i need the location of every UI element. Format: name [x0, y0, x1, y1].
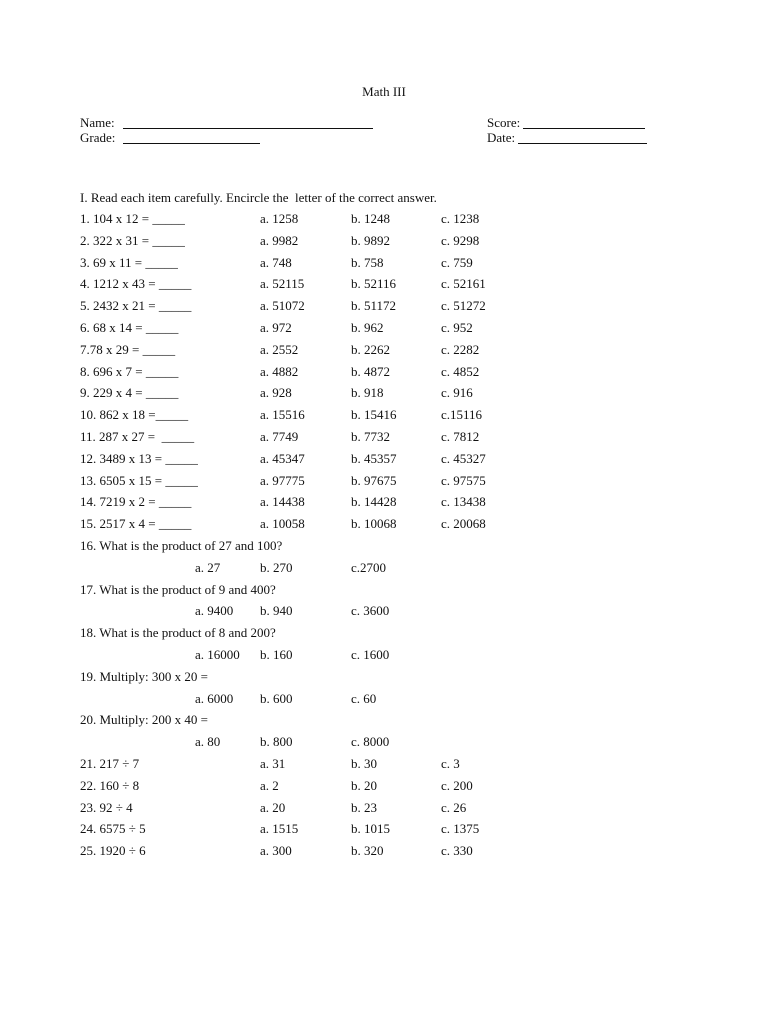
- choice-c[interactable]: c. 45327: [441, 450, 486, 466]
- choice-b[interactable]: b. 1248: [351, 211, 390, 226]
- choice-a[interactable]: a. 10058: [260, 516, 305, 532]
- question-text: 16. What is the product of 27 and 100?: [80, 538, 283, 553]
- choice-b[interactable]: b. 23: [351, 799, 377, 815]
- choice-b[interactable]: b. 320: [351, 843, 384, 859]
- name-label: Name:: [80, 115, 115, 130]
- choice-b[interactable]: b. 51172: [351, 298, 397, 314]
- choice-a[interactable]: a. 80: [195, 734, 221, 750]
- question-text: 7.78 x 29 = _____: [80, 341, 176, 357]
- question-text: 12. 3489 x 13 = _____: [80, 450, 198, 466]
- score-label: Score:: [487, 115, 521, 130]
- choice-c[interactable]: c. 759: [441, 254, 473, 270]
- choice-b[interactable]: b. 9892: [351, 232, 390, 248]
- instructions: I. Read each item carefully. Encircle the letter of the correct answer.: [80, 190, 437, 205]
- choice-c[interactable]: c. 3600: [351, 603, 390, 619]
- choice-a[interactable]: a. 2: [260, 777, 279, 793]
- choice-c[interactable]: c. 2282: [441, 341, 480, 357]
- question-text: 19. Multiply: 300 x 20 =: [80, 668, 208, 684]
- choice-a[interactable]: a. 45347: [260, 450, 305, 466]
- question-text: 10. 862 x 18 =_____: [80, 407, 189, 423]
- choice-c[interactable]: c. 200: [441, 777, 473, 793]
- choice-c[interactable]: c. 952: [441, 320, 473, 335]
- choice-b[interactable]: b. 1015: [351, 821, 390, 837]
- choice-c[interactable]: c. 13438: [441, 494, 486, 510]
- question-text: 21. 217 ÷ 7: [80, 756, 140, 771]
- date-label: Date:: [487, 130, 516, 145]
- choice-a[interactable]: a. 972: [260, 320, 292, 335]
- choice-b[interactable]: b. 4872: [351, 363, 390, 379]
- choice-c[interactable]: c. 7812: [441, 429, 480, 444]
- question-text: 1. 104 x 12 = _____: [80, 211, 185, 226]
- choice-b[interactable]: b. 97675: [351, 472, 397, 488]
- choice-c[interactable]: c. 60: [351, 690, 377, 706]
- question-text: 18. What is the product of 8 and 200?: [80, 625, 276, 641]
- question-text: 6. 68 x 14 = _____: [80, 320, 179, 335]
- choice-a[interactable]: a. 1515: [260, 821, 299, 837]
- choice-c[interactable]: c. 1600: [351, 647, 390, 662]
- choice-a[interactable]: a. 9400: [195, 603, 234, 619]
- choice-a[interactable]: a. 928: [260, 385, 292, 401]
- question-text: 14. 7219 x 2 = _____: [80, 494, 192, 510]
- date-field[interactable]: [518, 143, 647, 144]
- choice-b[interactable]: b. 14428: [351, 494, 397, 510]
- choice-a[interactable]: a. 7749: [260, 429, 299, 444]
- grade-field[interactable]: [123, 143, 260, 144]
- choice-b[interactable]: b. 270: [260, 559, 293, 575]
- question-text: 9. 229 x 4 = _____: [80, 385, 179, 401]
- choice-b[interactable]: b. 7732: [351, 429, 390, 444]
- choice-a[interactable]: a. 52115: [260, 276, 305, 292]
- choice-c[interactable]: c.15116: [441, 407, 483, 423]
- choice-a[interactable]: a. 16000: [195, 647, 240, 662]
- question-text: 3. 69 x 11 = _____: [80, 254, 178, 270]
- choice-c[interactable]: c. 4852: [441, 363, 480, 379]
- question-text: 11. 287 x 27 = _____: [80, 429, 195, 444]
- choice-b[interactable]: b. 758: [351, 254, 384, 270]
- grade-label: Grade:: [80, 130, 116, 145]
- choice-c[interactable]: c. 52161: [441, 276, 486, 292]
- question-text: 2. 322 x 31 = _____: [80, 232, 185, 248]
- choice-b[interactable]: b. 30: [351, 756, 377, 771]
- choice-c[interactable]: c. 51272: [441, 298, 486, 314]
- choice-a[interactable]: a. 51072: [260, 298, 305, 314]
- choice-a[interactable]: a. 31: [260, 756, 286, 771]
- choice-c[interactable]: c. 1375: [441, 821, 480, 837]
- choice-a[interactable]: a. 748: [260, 254, 292, 270]
- question-text: 17. What is the product of 9 and 400?: [80, 581, 276, 597]
- choice-b[interactable]: b. 800: [260, 734, 293, 750]
- choice-b[interactable]: b. 20: [351, 777, 377, 793]
- choice-a[interactable]: a. 14438: [260, 494, 305, 510]
- choice-b[interactable]: b. 45357: [351, 450, 397, 466]
- choice-a[interactable]: a. 15516: [260, 407, 305, 423]
- score-field[interactable]: [523, 128, 645, 129]
- choice-a[interactable]: a. 20: [260, 799, 286, 815]
- choice-c[interactable]: c. 1238: [441, 211, 480, 226]
- question-text: 23. 92 ÷ 4: [80, 799, 133, 815]
- question-text: 15. 2517 x 4 = _____: [80, 516, 192, 532]
- choice-c[interactable]: c. 330: [441, 843, 473, 859]
- choice-b[interactable]: b. 600: [260, 690, 293, 706]
- choice-a[interactable]: a. 2552: [260, 341, 299, 357]
- choice-a[interactable]: a. 9982: [260, 232, 299, 248]
- choice-a[interactable]: a. 300: [260, 843, 292, 859]
- choice-b[interactable]: b. 160: [260, 647, 293, 662]
- question-text: 22. 160 ÷ 8: [80, 777, 140, 793]
- page-title: Math III: [362, 84, 406, 99]
- question-text: 4. 1212 x 43 = _____: [80, 276, 192, 292]
- choice-a[interactable]: a. 4882: [260, 363, 299, 379]
- choice-b[interactable]: b. 962: [351, 320, 384, 335]
- question-text: 8. 696 x 7 = _____: [80, 363, 179, 379]
- choice-c[interactable]: c. 97575: [441, 472, 486, 488]
- choice-b[interactable]: b. 10068: [351, 516, 397, 532]
- choice-c[interactable]: c. 9298: [441, 232, 480, 248]
- question-text: 20. Multiply: 200 x 40 =: [80, 712, 208, 728]
- question-text: 5. 2432 x 21 = _____: [80, 298, 192, 314]
- choice-b[interactable]: b. 940: [260, 603, 293, 619]
- question-text: 25. 1920 ÷ 6: [80, 843, 146, 859]
- choice-c[interactable]: c. 26: [441, 799, 467, 815]
- choice-c[interactable]: c. 3: [441, 756, 460, 771]
- choice-c[interactable]: c.2700: [351, 559, 387, 575]
- choice-c[interactable]: c. 8000: [351, 734, 390, 750]
- choice-a[interactable]: a. 1258: [260, 211, 299, 226]
- choice-b[interactable]: b. 52116: [351, 276, 397, 292]
- choice-a[interactable]: a. 97775: [260, 472, 305, 488]
- choice-c[interactable]: c. 916: [441, 385, 473, 401]
- choice-a[interactable]: a. 6000: [195, 690, 234, 706]
- choice-b[interactable]: b. 918: [351, 385, 384, 401]
- choice-b[interactable]: b. 2262: [351, 341, 390, 357]
- question-text: 24. 6575 ÷ 5: [80, 821, 146, 837]
- choice-b[interactable]: b. 15416: [351, 407, 397, 423]
- choice-c[interactable]: c. 20068: [441, 516, 486, 532]
- choice-a[interactable]: a. 27: [195, 559, 221, 575]
- question-text: 13. 6505 x 15 = _____: [80, 472, 198, 488]
- name-field[interactable]: [123, 128, 373, 129]
